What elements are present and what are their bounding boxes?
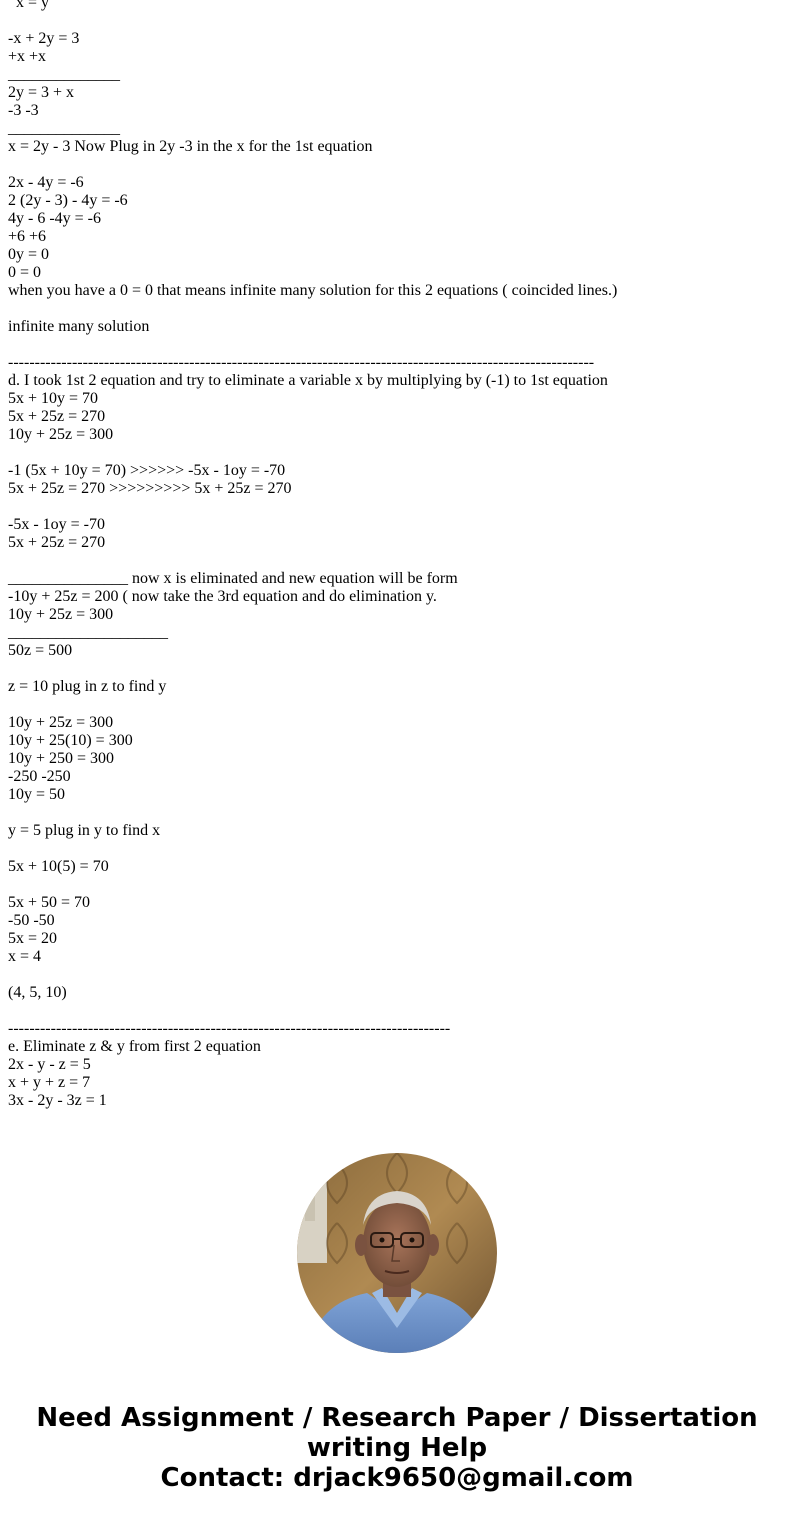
text-line: 2x - 4y = -6 (8, 174, 84, 191)
text-line: 2x - y - z = 5 (8, 1056, 91, 1073)
text-line: 5x + 10(5) = 70 (8, 858, 109, 875)
text-line: _______________ now x is eliminated and new equation will be form (8, 570, 458, 587)
text-line (8, 696, 786, 714)
text-line: -5x - 1oy = -70 (8, 516, 106, 533)
text-line: 5x = 20 (8, 930, 58, 947)
text-line (8, 552, 786, 570)
text-line (8, 660, 786, 678)
text-line: 0 = 0 (8, 264, 42, 281)
text-line (8, 876, 786, 894)
text-line (8, 804, 786, 822)
text-line: +x +x (8, 48, 47, 65)
text-line: 5x + 25z = 270 >>>>>>>>> 5x + 25z = 270 (8, 480, 292, 497)
text-line (8, 1002, 786, 1020)
contact-footer (0, 1403, 794, 1493)
text-line (8, 966, 786, 984)
text-line: y = 5 plug in y to find x (8, 822, 161, 839)
footer-contact-line: Contact: drjack9650@gmail.com (160, 1463, 634, 1493)
text-line: e. Eliminate z & y from first 2 equation (8, 1038, 261, 1055)
text-line: +6 +6 (8, 228, 47, 245)
text-line: ____________________ (8, 624, 168, 641)
footer-line-1: Need Assignment / Research Paper / Dissertation (36, 1403, 758, 1433)
text-line: infinite many solution (8, 318, 150, 335)
text-line: -250 -250 (8, 768, 71, 785)
text-line: -10y + 25z = 200 ( now take the 3rd equation and do elimination y. (8, 588, 437, 605)
text-line: 10y + 25z = 300 (8, 426, 114, 443)
text-line: ----------------------------------------------------------------------------------- (8, 1020, 451, 1037)
text-line (8, 336, 786, 354)
text-line: 10y = 50 (8, 786, 66, 803)
text-line: -50 -50 (8, 912, 55, 929)
text-line (8, 840, 786, 858)
text-line: 10y + 25(10) = 300 (8, 732, 133, 749)
text-line: 2 (2y - 3) - 4y = -6 (8, 192, 128, 209)
text-line (8, 444, 786, 462)
text-line: 4y - 6 -4y = -6 (8, 210, 102, 227)
text-line: ______________ (8, 120, 120, 137)
text-line (8, 300, 786, 318)
text-line: d. I took 1st 2 equation and try to eliminate a variable x by multiplying by (-1) to 1st equation (8, 372, 608, 389)
text-line: x = 2y - 3 Now Plug in 2y -3 in the x for the 1st equation (8, 138, 373, 155)
text-line: -------------------------------------------------------------------------------------------------------------- (8, 354, 595, 371)
text-line: when you have a 0 = 0 that means infinite many solution for this 2 equations ( coincided lines.) (8, 282, 618, 299)
text-line: -3 -3 (8, 102, 39, 119)
author-avatar (297, 1153, 497, 1353)
text-line: 3x - 2y - 3z = 1 (8, 1092, 107, 1109)
text-line: 50z = 500 (8, 642, 73, 659)
text-line: ______________ (8, 66, 120, 83)
text-line: 5x + 25z = 270 (8, 534, 106, 551)
text-line (8, 12, 786, 30)
text-line: 5x + 10y = 70 (8, 390, 99, 407)
text-line: (4, 5, 10) (8, 984, 67, 1001)
text-line: -1 (5x + 10y = 70) >>>>>> -5x - 1oy = -70 (8, 462, 286, 479)
text-line: 0y = 0 (8, 246, 50, 263)
text-line: 10y + 250 = 300 (8, 750, 115, 767)
text-line: -x + 2y = 3 (8, 30, 80, 47)
text-line: 10y + 25z = 300 (8, 606, 114, 623)
text-line: z = 10 plug in z to find y (8, 678, 167, 695)
document-body (8, 0, 786, 1110)
text-line (8, 498, 786, 516)
text-line: 5x + 50 = 70 (8, 894, 91, 911)
text-line: x = y (8, 0, 50, 11)
text-line (8, 156, 786, 174)
text-line: 5x + 25z = 270 (8, 408, 106, 425)
author-photo (297, 1153, 497, 1353)
text-line: 2y = 3 + x (8, 84, 75, 101)
footer-line-2: writing Help (306, 1433, 488, 1463)
text-line: x + y + z = 7 (8, 1074, 91, 1091)
text-line: x = 4 (8, 948, 42, 965)
text-line: 10y + 25z = 300 (8, 714, 114, 731)
